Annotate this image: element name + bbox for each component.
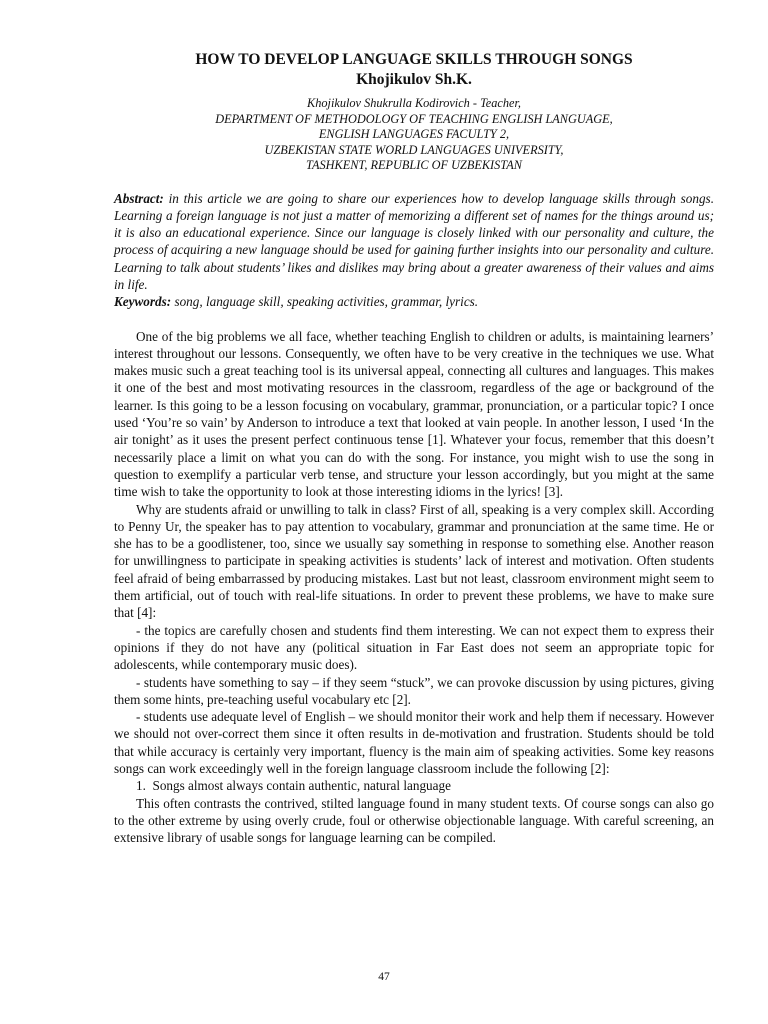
keywords-label: Keywords: [114, 294, 172, 310]
affiliation-line: ENGLISH LANGUAGES FACULTY 2, [318, 127, 510, 141]
numbered-list-item: 1. Songs almost always contain authentic, natural language [136, 778, 451, 794]
keywords-text: song, language skill, speaking activities, grammar, lyrics. [171, 294, 479, 310]
page-number: 47 [378, 971, 390, 983]
author-short-name: Khojikulov Sh.K. [356, 71, 472, 88]
body-paragraph: - students use adequate level of English – we should monitor their work and help them if necessary. However we should not over-correct them since it often results in de-motivation and frustration. Students should be told that while accuracy is certainly very important, fluency is the main aim of speaking activities. Some key reasons songs can work exceedingly well in the foreign language classroom include the following [2]: [114, 709, 714, 776]
affiliation-line: DEPARTMENT OF METHODOLOGY OF TEACHING ENGLISH LANGUAGE, [215, 111, 613, 126]
article-title: HOW TO DEVELOP LANGUAGE SKILLS THROUGH SONGS [195, 51, 633, 68]
affiliation-line: Khojikulov Shukrulla Kodirovich - Teacher, [307, 96, 521, 110]
abstract [114, 190, 714, 294]
body-paragraph: - students have something to say – if they seem “stuck”, we can provoke discussion by using pictures, giving them some hints, pre-teaching useful vocabulary etc [2]. [114, 674, 714, 707]
keywords [114, 293, 714, 310]
body-paragraph: Why are students afraid or unwilling to talk in class? First of all, speaking is a very complex skill. According to Penny Ur, the speaker has to pay attention to vocabulary, grammar and pronunciation at the same time. He or she has to be a goodlistener, too, since we usually say something in response to something else. Another reason for unwillingness to participate in speaking activities is students’ lack of interest and motivation. Often students feel afraid of being embarrassed by producing mistakes. Last but not least, classroom environment might seem to them artificial, out of touch with real-life situations. In order to prevent these problems, we have to make sure that [4]: [114, 501, 714, 621]
affiliation-line: TASHKENT, REPUBLIC OF UZBEKISTAN [306, 158, 522, 172]
affiliation-block [114, 96, 714, 174]
affiliation-line: UZBEKISTAN STATE WORLD LANGUAGES UNIVERSITY, [264, 142, 564, 157]
body-paragraph: This often contrasts the contrived, stilted language found in many student texts. Of course songs can also go to the other extreme by using overly crude, foul or otherwise objectionable language. With careful screening, an extensive library of usable songs for language learning can be compiled. [114, 795, 714, 846]
body-paragraph: One of the big problems we all face, whether teaching English to children or adults, is maintaining learners’ interest throughout our lessons. Consequently, we often have to be very creative in the techniques we use. What makes music such a great teaching tool is its universal appeal, connecting all cultures and languages. This makes it one of the best and most motivating resources in the classroom, regardless of the age or background of the learner. Is this going to be a lesson focusing on vocabulary, grammar, pronunciation, or a particular topic? I once used ‘You’re so vain’ by Anderson to introduce a text that looked at vain people. In another lesson, I used ‘In the air tonight’ as it uses the present perfect continuous tense [1]. Whatever your focus, remember that this doesn’t necessarily place a limit on what you can do with the song. For instance, you might wish to use the song in question to exemplify a particular verb tense, and structure your lesson accordingly, but you might at the same time wish to take the opportunity to look at those interesting idioms in the lyrics! [3]. [114, 328, 714, 500]
abstract-text: in this article we are going to share our experiences how to develop language skills through songs. Learning a foreign language is not just a matter of memorizing a different set of names for the things around us; it is also an educational experience. Since our language is closely linked with our personality and culture, the process of acquiring a new language should be used for gaining further insights into our personality and culture. Learning to talk about students’ likes and dislikes may bring about a greater awareness of their values and aims in life. [114, 190, 714, 292]
body-paragraph: - the topics are carefully chosen and students find them interesting. We can not expect them to express their opinions if they do not have any (political situation in Far East does not seem an appropriate topic for adolescents, while contemporary music does). [114, 622, 714, 673]
abstract-label: Abstract: [114, 190, 164, 206]
